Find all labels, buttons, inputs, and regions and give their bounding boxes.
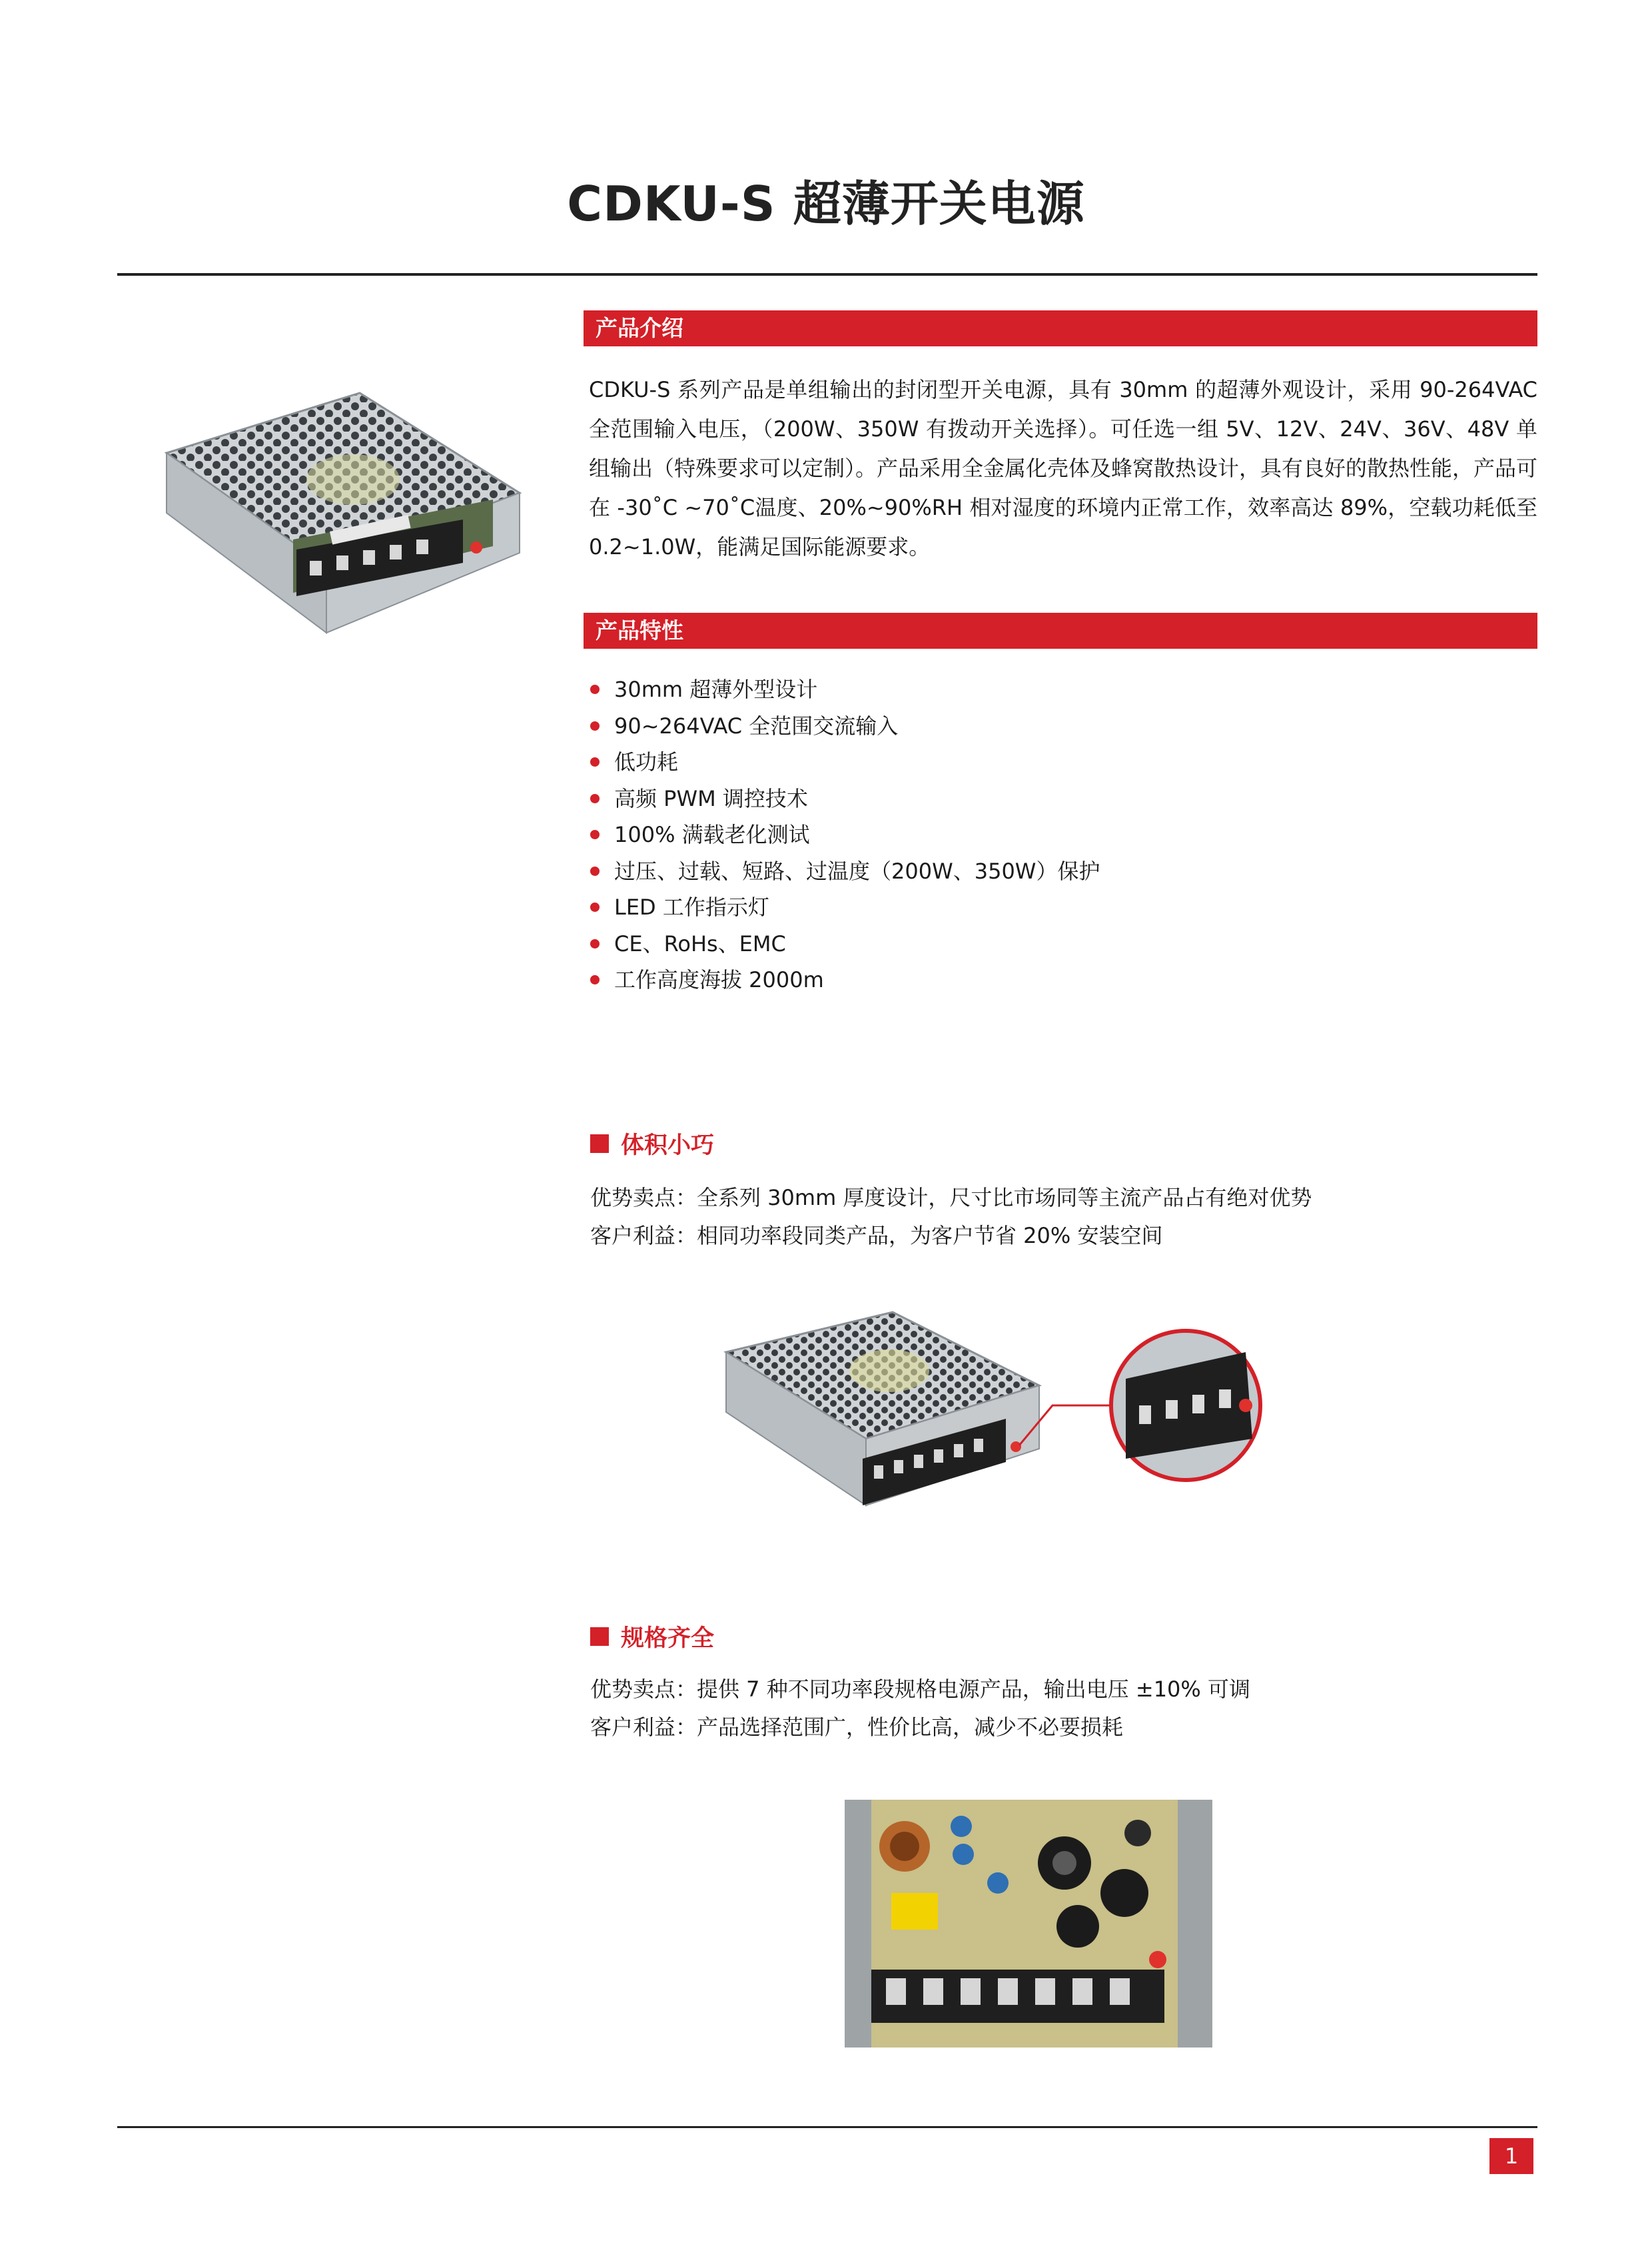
full-specs-line2: 客户利益：产品选择范围广，性价比高，减少不必要损耗 <box>590 1714 1124 1740</box>
page-number: 1 <box>1489 2138 1533 2174</box>
list-item: LED 工作指示灯 <box>590 889 1100 926</box>
footer-divider <box>117 2126 1537 2128</box>
bullet-icon <box>590 757 600 767</box>
small-size-heading: 体积小巧 <box>590 1127 714 1160</box>
bullet-icon <box>590 939 600 948</box>
intro-text: CDKU-S 系列产品是单组输出的封闭型开关电源，具有 30mm 的超薄外观设计，采用 90-264VAC 全范围输入电压，（200W、350W 有拨动开关选择）。可任选一组 5V、12V、24V、36V、48V 单组输出（特殊要求可以定制）。产品采用全金属化壳体及蜂窝散热设计，具有良好的散热性能，产品可在 -30˚C ~70˚C温度、20%~90%RH 相对湿度的环境内正常工作，效率高达 89%，空载功耗低至 0.2~1.0W，能满足国际能源要求。 <box>589 377 1538 560</box>
title-divider <box>117 273 1537 276</box>
full-specs-line1: 优势卖点：提供 7 种不同功率段规格电源产品，输出电压 ±10% 可调 <box>590 1677 1250 1702</box>
small-size-line1: 优势卖点：全系列 30mm 厚度设计，尺寸比市场同等主流产品占有绝对优势 <box>590 1185 1312 1210</box>
page-title: CDKU-S 超薄开关电源 <box>567 176 1085 232</box>
bullet-icon <box>590 903 600 912</box>
list-item: 30mm 超薄外型设计 <box>590 671 1100 708</box>
bullet-icon <box>590 721 600 731</box>
small-size-line2: 客户利益：相同功率段同类产品，为客户节省 20% 安装空间 <box>590 1223 1163 1248</box>
full-specs-heading: 规格齐全 <box>590 1620 714 1653</box>
list-item: 低功耗 <box>590 744 1100 781</box>
list-item: 100% 满载老化测试 <box>590 817 1100 853</box>
circuit-board-photo <box>845 1800 1212 2048</box>
intro-heading: 产品介绍 <box>584 310 1537 346</box>
bullet-icon <box>590 830 600 839</box>
list-item: 过压、过载、短路、过温度（200W、350W）保护 <box>590 853 1100 890</box>
bullet-icon <box>590 794 600 803</box>
features-list <box>590 671 1100 998</box>
power-supply-photo-with-zoom <box>719 1306 1272 1565</box>
list-item: 工作高度海拔 2000m <box>590 962 1100 998</box>
bullet-icon <box>590 685 600 694</box>
list-item: 90~264VAC 全范围交流输入 <box>590 708 1100 745</box>
square-bullet-icon <box>590 1627 609 1646</box>
bullet-icon <box>590 975 600 984</box>
features-heading: 产品特性 <box>584 613 1537 649</box>
bullet-icon <box>590 867 600 876</box>
power-supply-photo <box>160 373 533 673</box>
list-item: 高频 PWM 调控技术 <box>590 781 1100 817</box>
list-item: CE、RoHs、EMC <box>590 926 1100 962</box>
square-bullet-icon <box>590 1134 609 1153</box>
